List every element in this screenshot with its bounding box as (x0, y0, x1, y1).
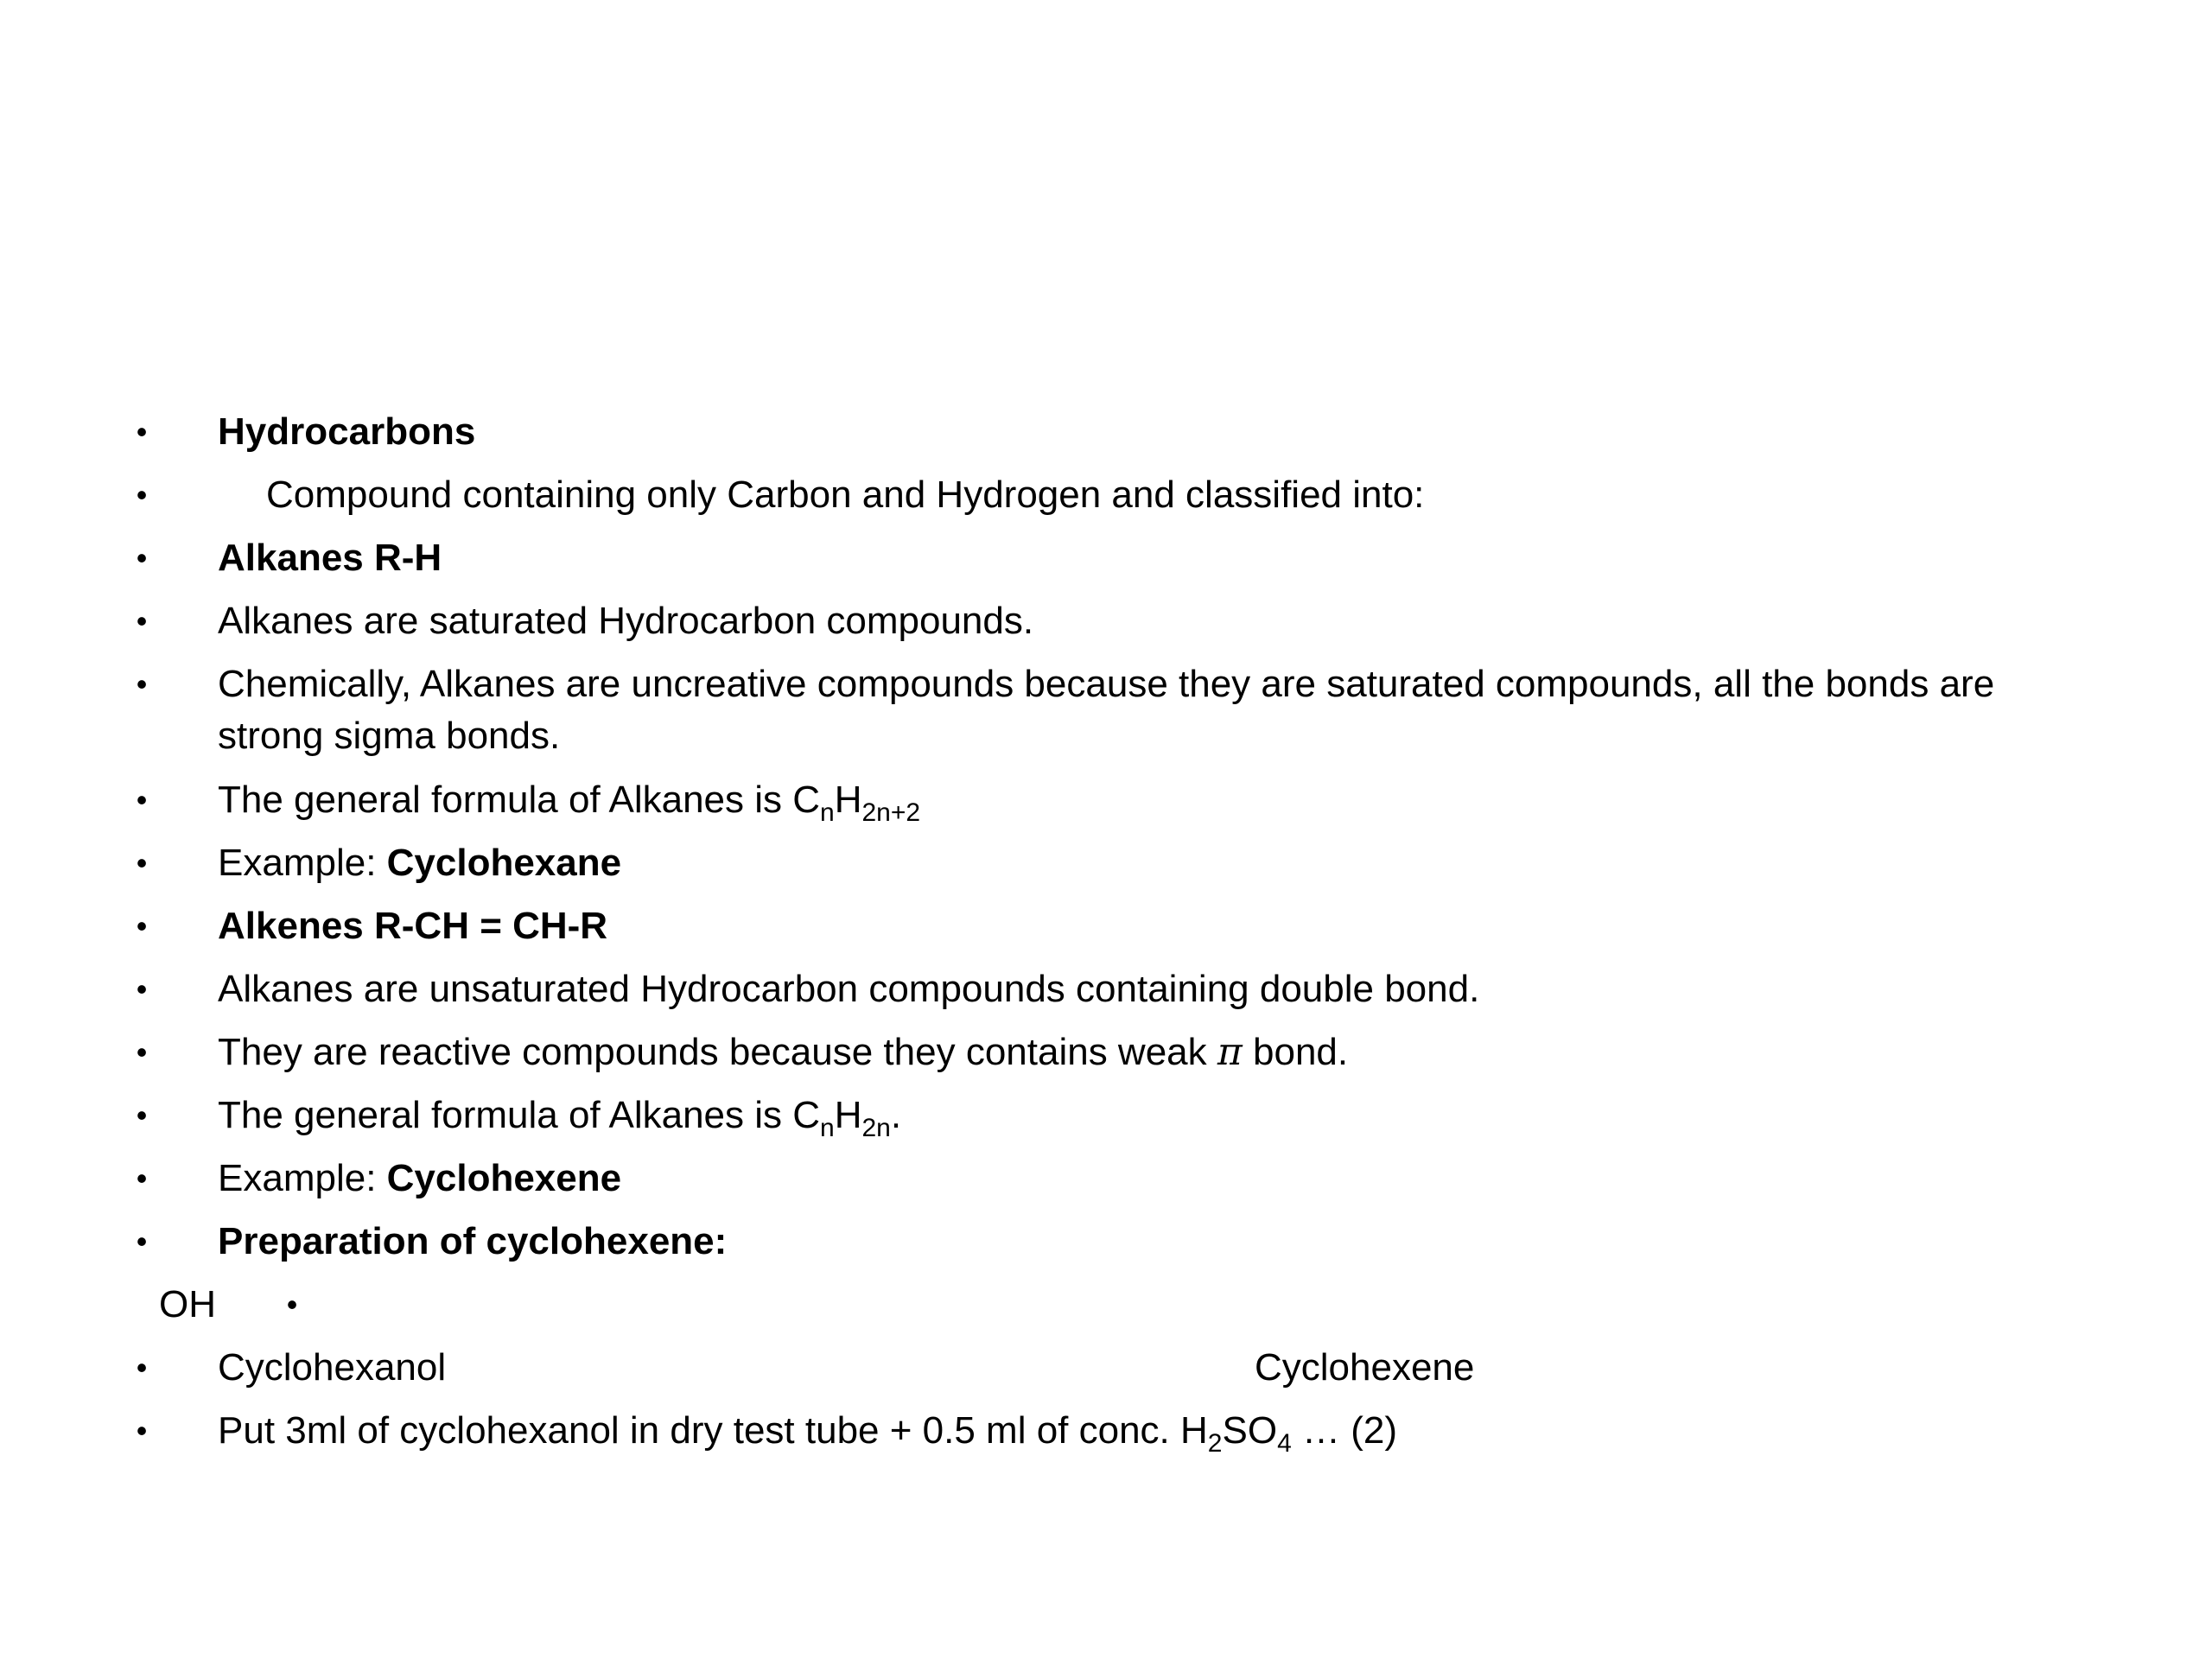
alkenes-unsaturated-text: Alkanes are unsaturated Hydrocarbon compounds containing double bond. (218, 968, 1480, 1010)
heading-preparation: Preparation of cyclohexene: (218, 1220, 728, 1262)
bullet: • (136, 1097, 148, 1133)
heading-alkanes: Alkanes R-H (218, 537, 442, 579)
bullet: • (136, 845, 148, 880)
bullet: • (136, 1413, 148, 1448)
bullet: • (136, 1350, 148, 1385)
heading-hydrocarbons: Hydrocarbons (218, 410, 476, 453)
alkanes-saturated-text: Alkanes are saturated Hydrocarbon compounds. (218, 600, 1034, 642)
bullet: • (136, 540, 148, 575)
procedure-text: Put 3ml of cyclohexanol in dry test tube + 0.5 ml of conc. $H_2SO_4$ … (2) (218, 1409, 1397, 1458)
bullet: • (136, 1224, 148, 1259)
bullet: • (136, 908, 148, 944)
alkanes-chemically-text: Chemically, Alkanes are uncreative compounds because they are saturated compounds, all the bonds are strong sigma bonds. (218, 663, 1995, 757)
cyclohexene-label: Cyclohexene (1255, 1346, 1475, 1389)
alkenes-reactive-text: They are reactive compounds because they contains weak π bond. (218, 1030, 1349, 1074)
bullet: • (136, 1034, 148, 1070)
bullet: • (136, 971, 148, 1007)
bullet: • (136, 603, 148, 639)
cyclohexanol-label: Cyclohexanol (218, 1346, 447, 1389)
heading-alkenes: Alkenes R-CH = CH-R (218, 905, 608, 947)
definition-text: Compound containing only Carbon and Hydrogen and classified into: (266, 474, 1425, 516)
example-cyclohexene-text: Example: Cyclohexene (218, 1157, 622, 1199)
oh-label: OH (159, 1283, 216, 1325)
bullet: • (136, 666, 148, 702)
example-cyclohexane-text: Example: Cyclohexane (218, 842, 622, 884)
bullet: • (286, 1287, 298, 1322)
bullet: • (136, 1160, 148, 1196)
alkanes-formula-text: The general formula of Alkanes is $C_nH_{2n+2}$ (218, 779, 921, 827)
bullet: • (136, 782, 148, 817)
bullet: • (136, 414, 148, 449)
bullet: • (136, 477, 148, 512)
alkenes-formula-text: The general formula of Alkanes is $C_nH_{2n}$. (218, 1094, 902, 1142)
